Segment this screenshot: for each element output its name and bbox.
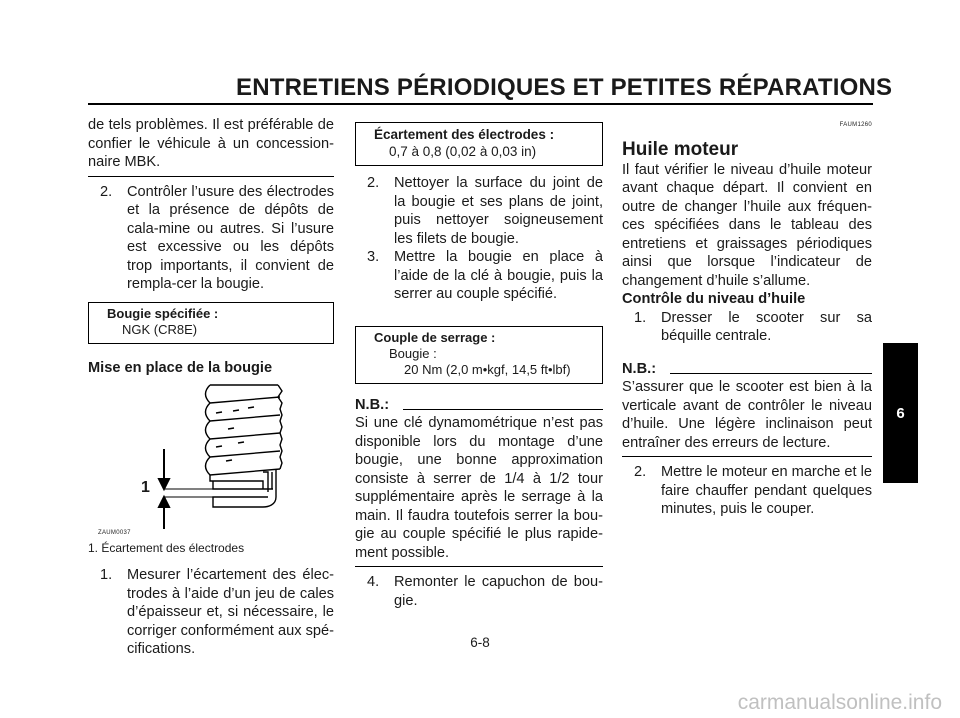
step-text: Remonter le capuchon de bou-gie. <box>394 574 603 609</box>
spark-plug-figure <box>88 377 334 537</box>
step-4-replace-cap <box>355 573 603 610</box>
note-header <box>622 360 872 379</box>
step-3-install <box>355 248 603 304</box>
step-text: Nettoyer la surface du joint de la bougie et ses plans de joint, puis nettoyer soigneusement les filets de bougie. <box>394 175 603 247</box>
page-header-title: ENTRETIENS PÉRIODIQUES ET PETITES RÉPARATIONS <box>236 74 893 101</box>
section-code: FAUM1260 <box>839 122 872 128</box>
separator <box>622 456 872 457</box>
figure-code: ZAUM0037 <box>98 530 131 536</box>
section-heading-installation: Mise en place de la bougie <box>88 359 273 376</box>
chapter-tab <box>883 343 918 483</box>
figure-caption: 1. Écartement des électrodes <box>88 541 245 555</box>
note-text: Si une clé dynamométrique n’est pas disponible lors du montage d’une bougie, une bonne approximation consiste à serrer de 1/4 à 1/2 tour supplémentaire après le serrage à la main. Il faudra toutefois serrer la bou-gie au couple spécifié le plus rapide-ment possible. <box>355 415 603 561</box>
header-rule <box>88 103 873 105</box>
step-text: Dresser le scooter sur sa béquille centrale. <box>661 309 872 344</box>
spec-box-electrode-gap <box>355 122 603 166</box>
note-header <box>355 396 603 415</box>
step-number: 2. <box>367 175 380 191</box>
step-1-measure-gap <box>88 566 334 659</box>
spec-title: Écartement des électrodes : <box>374 127 555 142</box>
spec-title: Couple de serrage : <box>374 329 496 345</box>
step-text: Mettre la bougie en place à l’aide de la clé à bougie, puis la serrer au couple spécifié. <box>394 249 603 302</box>
note-text: S’assurer que le scooter est bien à la verticale avant de contrôler le niveau d’huile. Une légère inclinaison peut entraîner des erreurs de lecture. <box>622 379 872 451</box>
step-number: 3. <box>367 249 380 265</box>
step-number: 1. <box>100 567 113 583</box>
intro-paragraph: Il faut vérifier le niveau d’huile moteur avant chaque départ. Il convient en outre de changer l’huile aux fréquen-ces spécifiées dans le tableau des entretiens et graissages périodiques ainsi que lorsque l’indicateur de changement d’huile s’allume. <box>622 161 872 289</box>
step-text: Mesurer l’écartement des élec-trodes à l’aide d’un jeu de cales d’épaisseur et, si nécessaire, le corriger conformément aux spé-cifications. <box>127 567 334 657</box>
intro-paragraph: de tels problèmes. Il est préférable de confier le véhicule à un concession-naire MBK. <box>88 117 334 170</box>
step-2-clean <box>355 174 603 248</box>
step-number: 4. <box>367 574 380 590</box>
spec-box-torque <box>355 326 603 384</box>
watermark: carmanualsonline.info <box>737 691 942 714</box>
spec-value: NGK (CR8E) <box>122 321 198 337</box>
figure-callout-1: 1 <box>141 479 150 496</box>
subheading: Contrôle du niveau d’huile <box>622 291 806 307</box>
note-label: N.B.: <box>355 396 390 413</box>
step-text: Mettre le moteur en marche et le faire chauffer pendant quelques minutes, puis le couper. <box>661 464 872 517</box>
page-number: 6-8 <box>470 635 490 650</box>
step-number: 1. <box>634 309 647 326</box>
note-rule <box>670 373 872 374</box>
column-2 <box>355 122 603 610</box>
spec-title: Bougie spécifiée : <box>107 305 219 321</box>
spark-plug-drawing <box>88 377 334 537</box>
spec-value: 0,7 à 0,8 (0,02 à 0,03 in) <box>389 144 537 159</box>
separator <box>88 176 334 177</box>
spec-value: 20 Nm (2,0 m•kgf, 14,5 ft•lbf) <box>404 361 571 377</box>
spec-box-spark-plug <box>88 302 334 344</box>
chapter-tab-label: 6 <box>896 404 905 422</box>
step-number: 2. <box>100 183 113 200</box>
column-3 <box>622 116 872 519</box>
note-label: N.B.: <box>622 360 657 377</box>
separator <box>355 566 603 567</box>
step-text: Contrôler l’usure des électrodes et la présence de dépôts de cala-mine ou autres. Si l’usure est excessive ou les dépôts trop importants, il convient de rempla-cer la bougie. <box>127 183 334 292</box>
step-2-warm-engine <box>622 463 872 519</box>
note-rule <box>403 409 603 410</box>
section-title: Huile moteur <box>622 138 739 160</box>
spec-subtitle: Bougie : <box>389 345 437 361</box>
column-1 <box>88 116 334 659</box>
step-2-check-electrodes <box>88 183 334 294</box>
step-1-stand <box>622 309 872 346</box>
step-number: 2. <box>634 464 647 480</box>
